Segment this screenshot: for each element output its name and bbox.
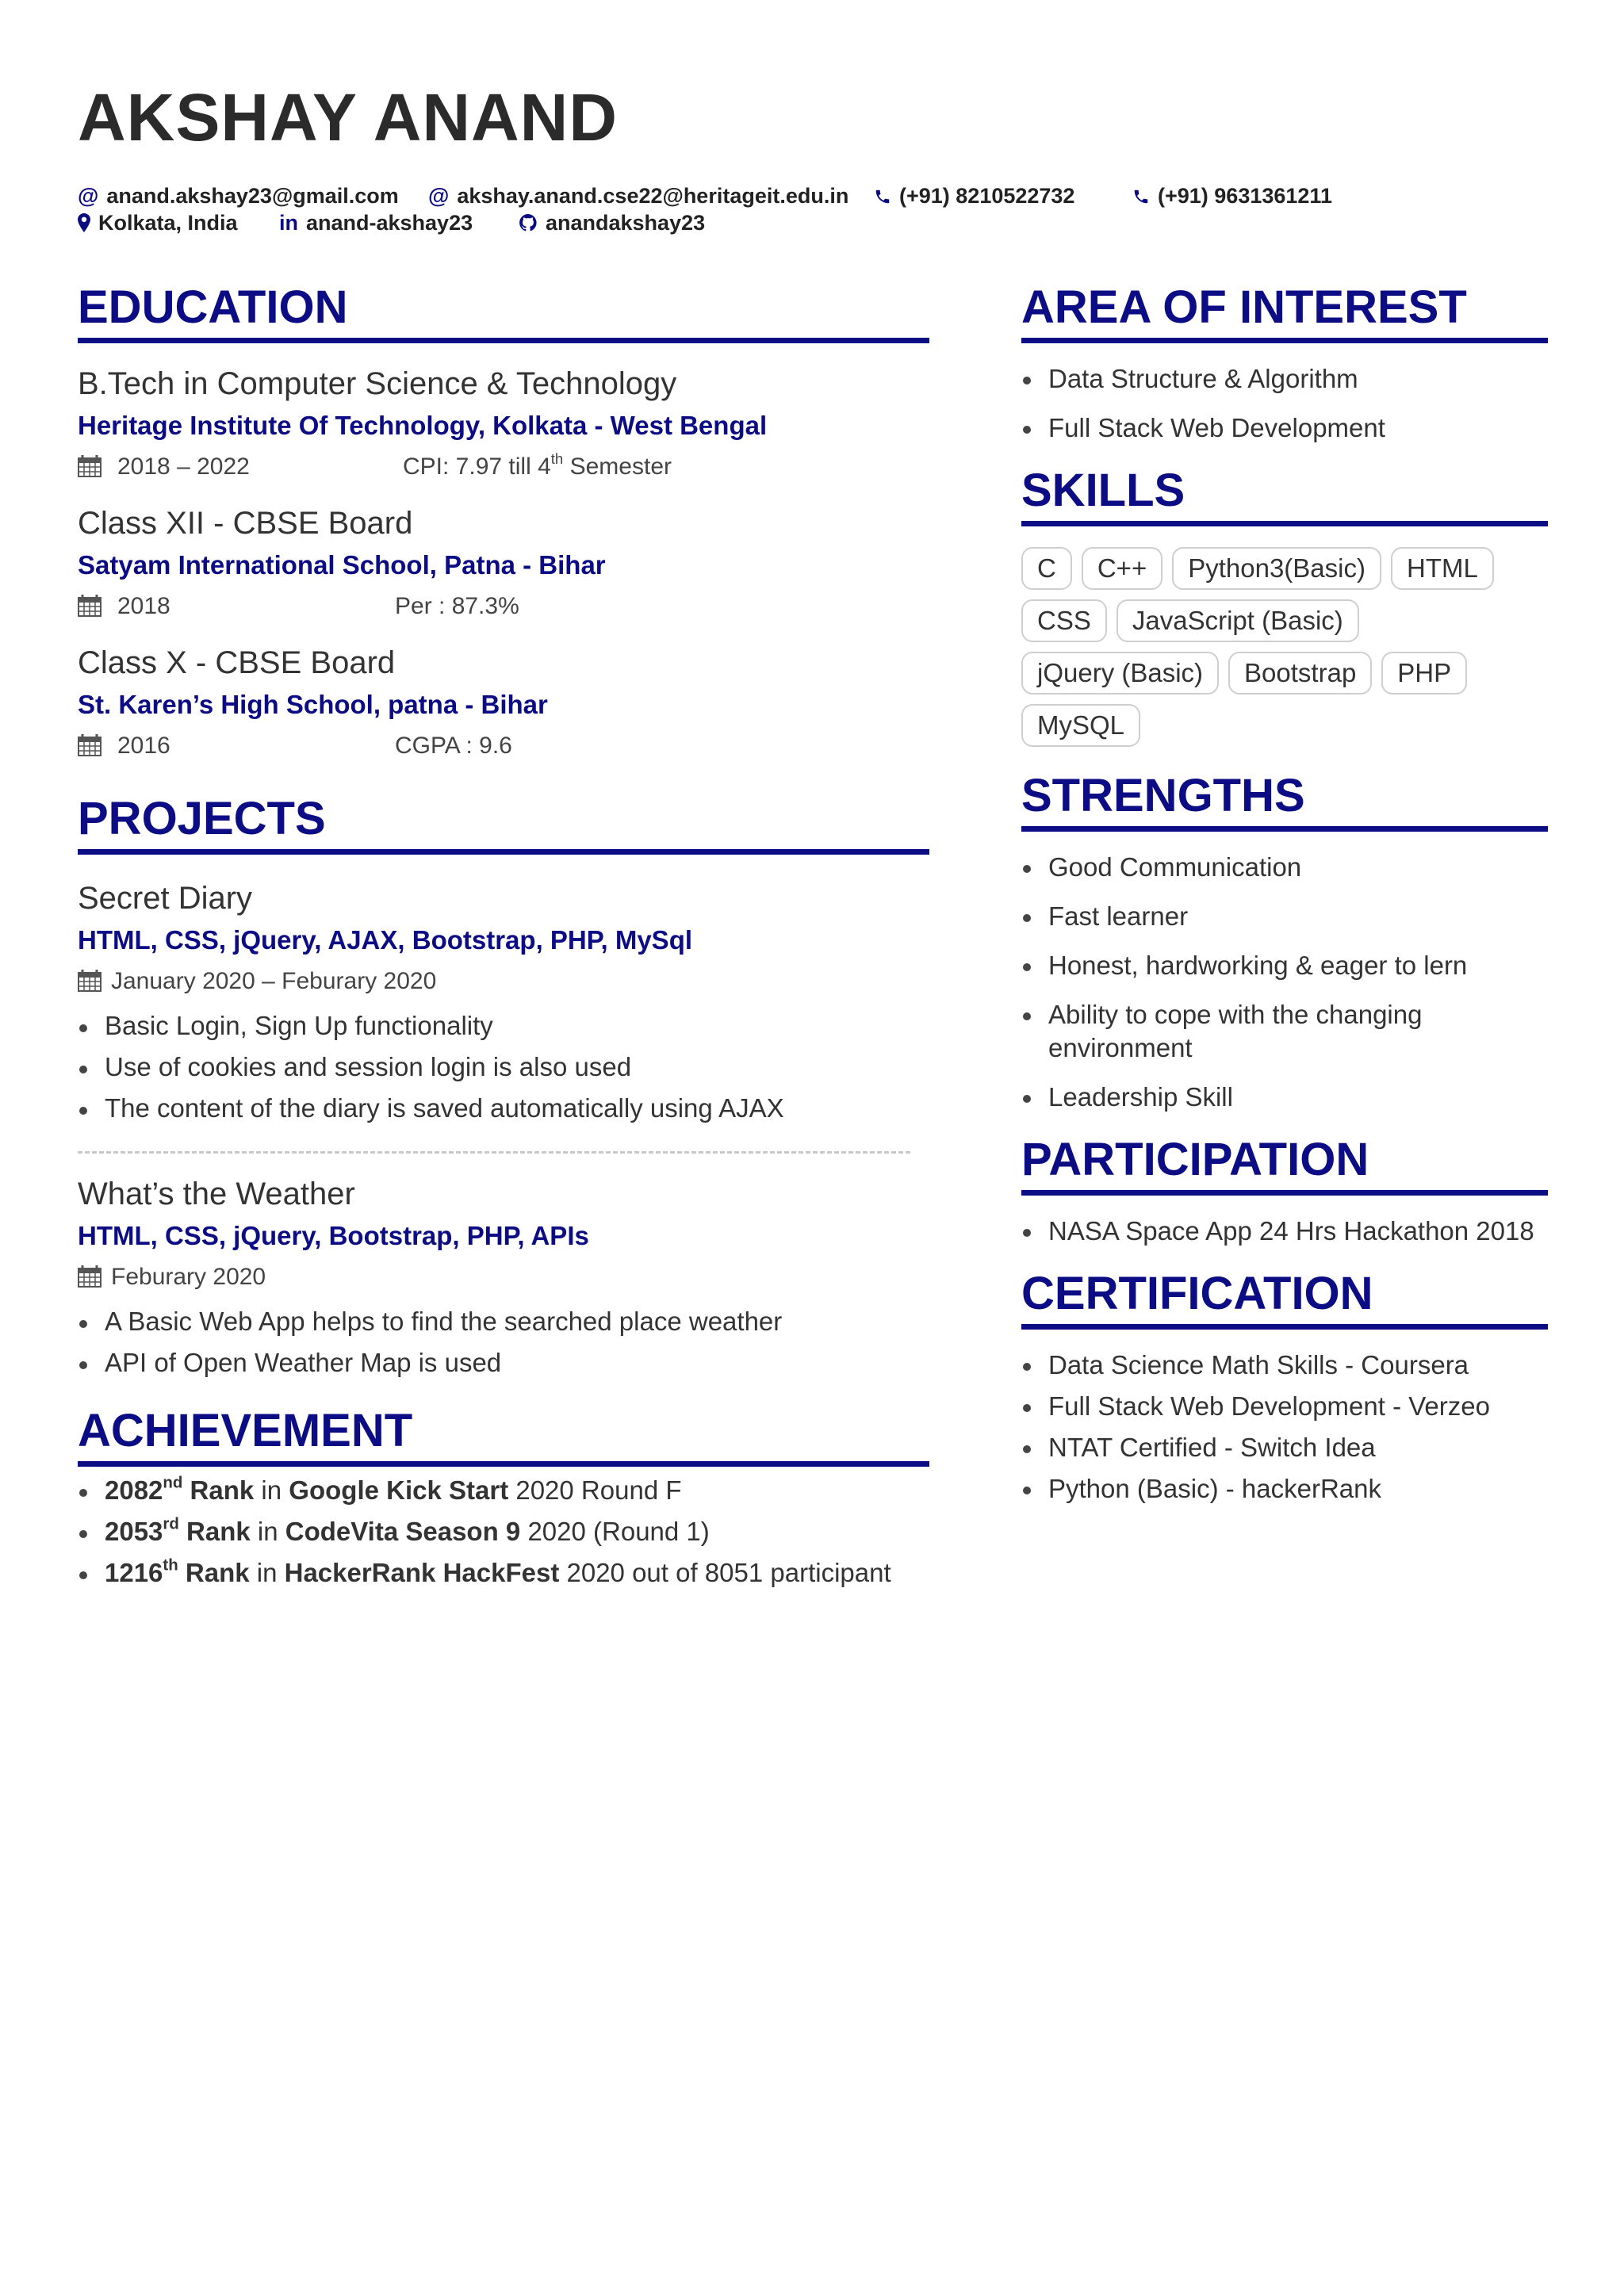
strengths-section — [1021, 766, 1548, 1114]
github-link[interactable]: anandakshay23 — [519, 211, 705, 235]
project-title: Secret Diary — [78, 881, 253, 916]
list-item: NTAT Certified - Switch Idea — [1021, 1431, 1548, 1464]
list-item: Full Stack Web Development — [1021, 411, 1548, 445]
skill-tag: Bootstrap — [1228, 652, 1372, 695]
education-item — [78, 641, 929, 767]
phone-secondary[interactable]: (+91) 9631361211 — [1132, 184, 1332, 209]
list-item: Ability to cope with the changing environment — [1021, 998, 1548, 1065]
institute: Heritage Institute Of Technology, Kolkata - West Bengal — [78, 411, 768, 440]
project-tech: HTML, CSS, jQuery, Bootstrap, PHP, APIs — [78, 1221, 589, 1250]
linkedin-link[interactable]: in anand-akshay23 — [279, 211, 473, 235]
education-date: 2016 — [117, 733, 170, 759]
linkedin-icon: in — [279, 211, 298, 235]
calendar-icon — [78, 970, 102, 992]
project-date: January 2020 – Feburary 2020 — [111, 968, 437, 994]
list-item: A Basic Web App helps to find the searched place weather — [78, 1301, 929, 1342]
degree: Class XII - CBSE Board — [78, 506, 413, 541]
institute: Satyam International School, Patna - Bihar — [78, 550, 606, 580]
education-date: 2018 — [117, 593, 170, 619]
map-marker-icon — [78, 211, 90, 235]
education-item — [78, 362, 929, 488]
location: Kolkata, India — [78, 211, 238, 235]
calendar-icon — [78, 1265, 102, 1288]
list-item: 2053rd Rank in CodeVita Season 9 2020 (Round 1) — [78, 1511, 929, 1552]
github-icon — [519, 211, 538, 235]
list-item: Basic Login, Sign Up functionality — [78, 1005, 929, 1047]
project-item — [78, 877, 929, 1129]
project-item — [78, 1173, 929, 1383]
skill-tag: MySQL — [1021, 704, 1140, 747]
education-score: CPI: 7.97 till 4th Semester — [403, 450, 672, 480]
achievement-section — [78, 1401, 929, 1594]
list-item: Leadership Skill — [1021, 1081, 1548, 1114]
email-primary[interactable]: @ anand.akshay23@gmail.com — [78, 184, 399, 208]
list-item: Full Stack Web Development - Verzeo — [1021, 1390, 1548, 1423]
section-title: SKILLS — [1021, 461, 1548, 526]
list-item: NASA Space App 24 Hrs Hackathon 2018 — [1021, 1215, 1548, 1248]
left-column — [78, 277, 929, 1594]
email-secondary[interactable]: @ akshay.anand.cse22@heritageit.edu.in — [428, 184, 849, 208]
skill-tag: C++ — [1082, 547, 1162, 590]
list-item: Fast learner — [1021, 900, 1548, 933]
section-title: PARTICIPATION — [1021, 1130, 1548, 1196]
list-item: Python (Basic) - hackerRank — [1021, 1472, 1548, 1506]
education-date: 2018 – 2022 — [117, 453, 250, 480]
list-item: 1216th Rank in HackerRank HackFest 2020 out of 8051 participant — [78, 1552, 929, 1594]
candidate-name: AKSHAY ANAND — [78, 80, 619, 155]
phone-icon — [1132, 184, 1150, 209]
at-icon: @ — [78, 184, 99, 208]
list-item: Honest, hardworking & eager to lern — [1021, 949, 1548, 982]
right-column — [1021, 277, 1548, 1513]
divider — [78, 1151, 910, 1154]
degree: Class X - CBSE Board — [78, 645, 396, 680]
section-title: ACHIEVEMENT — [78, 1401, 929, 1467]
participation-section — [1021, 1130, 1548, 1248]
calendar-icon — [78, 734, 102, 756]
section-title: EDUCATION — [78, 277, 929, 343]
education-section — [78, 277, 929, 767]
section-title: CERTIFICATION — [1021, 1264, 1548, 1330]
certification-section — [1021, 1264, 1548, 1506]
project-tech: HTML, CSS, jQuery, AJAX, Bootstrap, PHP, MySql — [78, 925, 693, 955]
skill-tag: Python3(Basic) — [1172, 547, 1381, 590]
phone-icon — [874, 184, 891, 209]
institute: St. Karen’s High School, patna - Bihar — [78, 690, 548, 719]
list-item: Data Structure & Algorithm — [1021, 362, 1548, 396]
calendar-icon — [78, 595, 102, 617]
project-title: What’s the Weather — [78, 1177, 355, 1211]
section-title: AREA OF INTEREST — [1021, 277, 1548, 343]
education-score: Per : 87.3% — [395, 593, 519, 619]
list-item: Good Communication — [1021, 851, 1548, 884]
list-item: Data Science Math Skills - Coursera — [1021, 1349, 1548, 1382]
skill-tag: PHP — [1381, 652, 1467, 695]
skill-tag: HTML — [1391, 547, 1494, 590]
at-icon: @ — [428, 184, 450, 208]
skills-section — [1021, 461, 1548, 747]
degree: B.Tech in Computer Science & Technology — [78, 366, 677, 401]
list-item: Use of cookies and session login is also used — [78, 1047, 929, 1088]
section-title: PROJECTS — [78, 789, 929, 855]
projects-section — [78, 789, 929, 1383]
project-date: Feburary 2020 — [111, 1264, 266, 1290]
education-item — [78, 502, 929, 627]
skill-tag: CSS — [1021, 599, 1107, 642]
list-item: 2082nd Rank in Google Kick Start 2020 Round F — [78, 1470, 929, 1511]
education-score: CGPA : 9.6 — [395, 733, 512, 759]
phone-primary[interactable]: (+91) 8210522732 — [874, 184, 1074, 209]
calendar-icon — [78, 455, 102, 477]
skill-tag: C — [1021, 547, 1072, 590]
skill-tag: JavaScript (Basic) — [1116, 599, 1359, 642]
contact-info — [78, 184, 1584, 238]
list-item: The content of the diary is saved automatically using AJAX — [78, 1088, 929, 1129]
skill-tag: jQuery (Basic) — [1021, 652, 1219, 695]
section-title: STRENGTHS — [1021, 766, 1548, 832]
list-item: API of Open Weather Map is used — [78, 1342, 929, 1383]
interest-section — [1021, 277, 1548, 445]
